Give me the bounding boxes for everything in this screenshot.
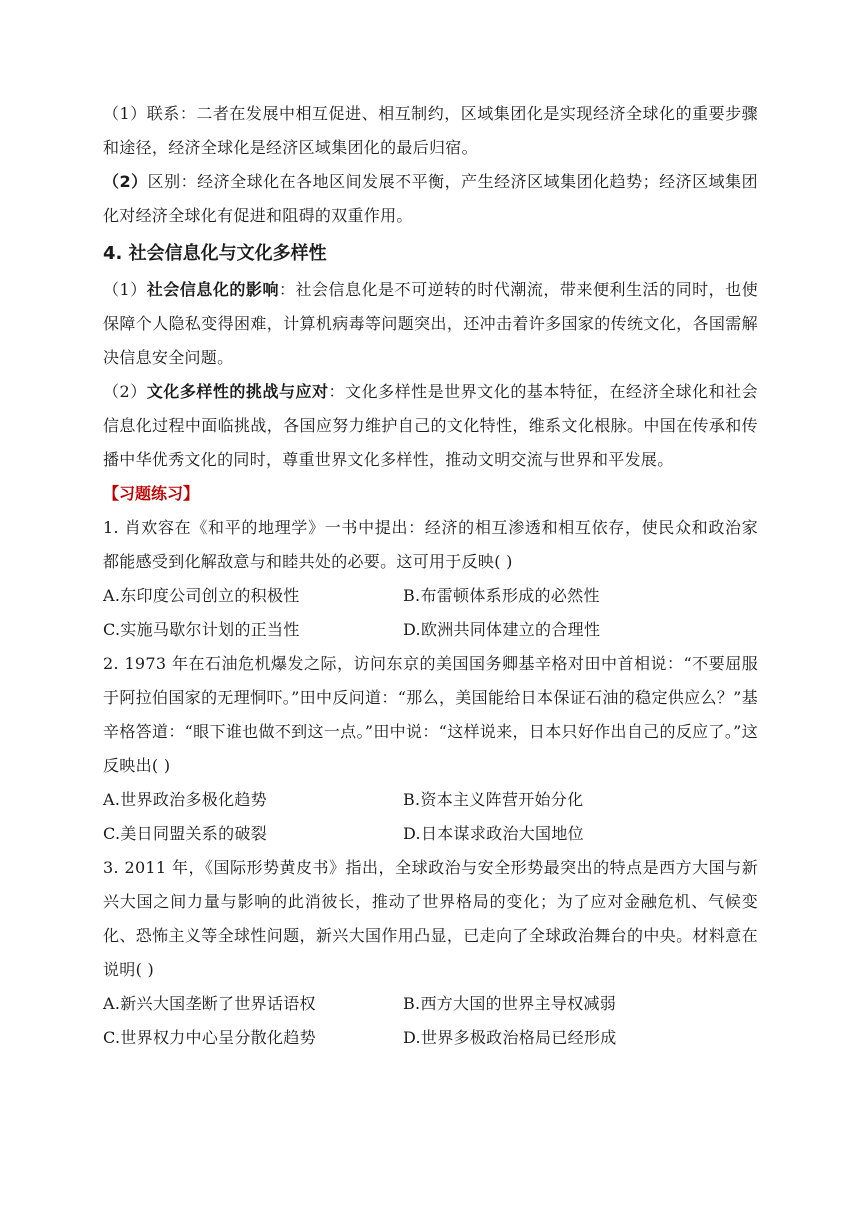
paragraph-informatization (103, 273, 758, 375)
option-a: A.东印度公司创立的积极性 (103, 586, 300, 605)
question-stem: 1. 肖欢容在《和平的地理学》一书中提出：经济的相互渗透和相互依存，使民众和政治家都能感受到化解敌意与和睦共处的必要。这可用于反映( ) (103, 518, 758, 571)
question-stem: 3. 2011 年，《国际形势黄皮书》指出，全球政治与安全形势最突出的特点是西方大国与新兴大国之间力量与影响的此消彼长，推动了世界格局的变化；为了应对金融危机、气候变化、恐怖主义等全球性问题，新兴大国作用凸显，已走向了全球政治舞台的中央。材料意在说明( ) (103, 858, 758, 979)
exercise-label: 【习题练习】 (103, 484, 200, 503)
option-c: C.世界权力中心呈分散化趋势 (103, 1028, 316, 1047)
question-options (103, 987, 758, 1055)
paragraph-text: ：社会信息化是不可逆转的时代潮流，带来便利生活的同时，也使保障个人隐私变得困难，计算机病毒等问题突出，还冲击着许多国家的传统文化，各国需解决信息安全问题。 (103, 280, 759, 367)
option-d: D.日本谋求政治大国地位 (403, 824, 584, 843)
option-a: A.世界政治多极化趋势 (103, 790, 267, 809)
question-options (103, 783, 758, 851)
section-heading-4: 4. 社会信息化与文化多样性 (103, 243, 327, 264)
option-c: C.美日同盟关系的破裂 (103, 824, 268, 843)
paragraph-lead: （1） (103, 104, 147, 123)
option-b: B.布雷顿体系形成的必然性 (403, 586, 600, 605)
paragraph-lead: （2） (103, 172, 148, 191)
option-b: B.西方大国的世界主导权减弱 (403, 994, 617, 1013)
question-options (103, 579, 758, 647)
paragraph-prefix: （1） (103, 280, 147, 299)
question-stem: 2. 1973 年在石油危机爆发之际，访问东京的美国国务卿基辛格对田中首相说：“不要屈服于阿拉伯国家的无理恫吓。”田中反问道：“那么，美国能给日本保证石油的稳定供应么？”基辛格答道：“眼下谁也做不到这一点。”田中说：“这样说来，日本只好作出自己的反应了。”这反映出( ) (103, 654, 758, 775)
paragraph-text: ：文化多样性是世界文化的基本特征，在经济全球化和社会信息化过程中面临挑战，各国应努力维护自己的文化特性，维系文化根脉。中国在传承和传播中华优秀文化的同时，尊重世界文化多样性，推动文明交流与世界和平发展。 (103, 382, 758, 469)
option-d: D.欧洲共同体建立的合理性 (403, 620, 601, 639)
paragraph-diversity (103, 375, 758, 477)
paragraph-prefix: （2） (103, 382, 147, 401)
paragraph-text: 区别：经济全球化在各地区间发展不平衡，产生经济区域集团化趋势；经济区域集团化对经济全球化有促进和阻碍的双重作用。 (103, 172, 758, 225)
document-page (103, 97, 758, 1055)
paragraph-bold-term: 社会信息化的影响 (146, 280, 279, 299)
paragraph-difference (103, 165, 758, 233)
paragraph-text: 联系：二者在发展中相互促进、相互制约，区域集团化是实现经济全球化的重要步骤和途径，经济全球化是经济区域集团化的最后归宿。 (103, 104, 758, 157)
option-d: D.世界多极政治格局已经形成 (403, 1028, 617, 1047)
paragraph-connection (103, 97, 758, 165)
option-b: B.资本主义阵营开始分化 (403, 790, 584, 809)
option-c: C.实施马歇尔计划的正当性 (103, 620, 300, 639)
paragraph-bold-term: 文化多样性的挑战与应对 (146, 382, 329, 401)
option-a: A.新兴大国垄断了世界话语权 (103, 994, 316, 1013)
